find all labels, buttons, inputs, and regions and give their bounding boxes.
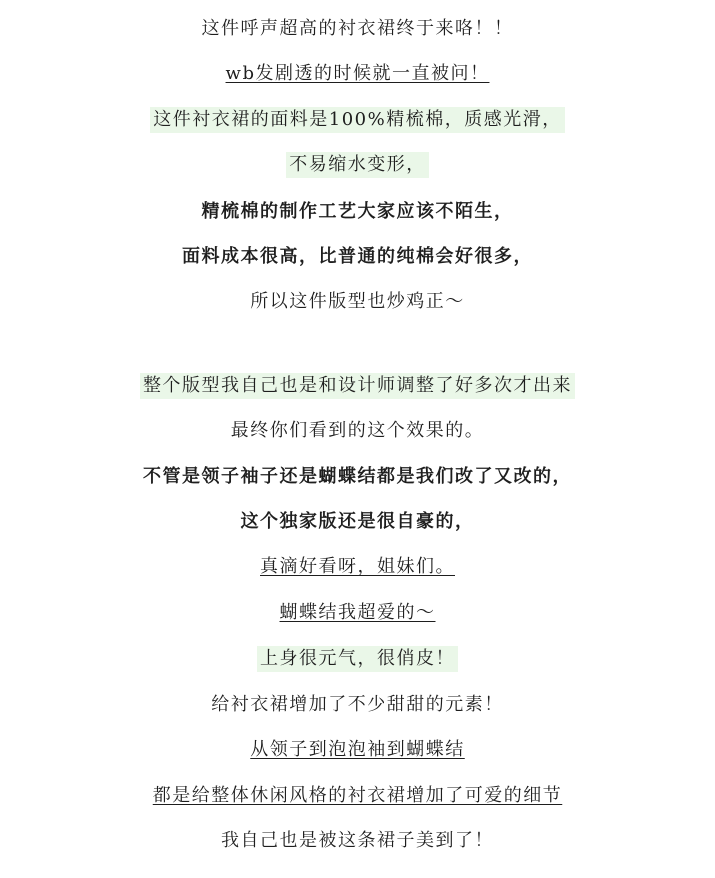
- line-text-highlighted: 上身很元气，很俏皮！: [257, 646, 458, 672]
- text-line: [0, 683, 715, 727]
- line-text: 我自己也是被这条裙子美到了！: [221, 830, 494, 851]
- text-line: [0, 545, 715, 589]
- text-line: [0, 190, 715, 234]
- line-text-underlined: 从领子到泡泡袖到蝴蝶结: [250, 739, 465, 760]
- text-line: [0, 500, 715, 544]
- line-text: 所以这件版型也炒鸡正～: [250, 291, 465, 312]
- text-line: [0, 143, 715, 187]
- text-line: [0, 280, 715, 324]
- line-text-bold: 不管是领子袖子还是蝴蝶结都是我们改了又改的，: [143, 466, 572, 487]
- text-line: [0, 235, 715, 279]
- text-line: [0, 7, 715, 51]
- text-line: [0, 52, 715, 96]
- text-line: [0, 455, 715, 499]
- line-text-highlighted: 整个版型我自己也是和设计师调整了好多次才出来: [140, 373, 575, 399]
- text-line: [0, 409, 715, 453]
- line-text-underlined: 真滴好看呀，姐妹们。: [260, 556, 455, 577]
- line-text-bold: 面料成本很高，比普通的纯棉会好很多，: [182, 246, 533, 267]
- line-text-bold: 精梳棉的制作工艺大家应该不陌生，: [201, 201, 514, 222]
- line-text-underlined: wb发剧透的时候就一直被问！: [225, 63, 490, 84]
- line-text-underlined: 都是给整体休闲风格的衬衣裙增加了可爱的细节: [152, 785, 563, 806]
- line-text: 最终你们看到的这个效果的。: [230, 420, 485, 441]
- text-line: [0, 819, 715, 863]
- line-text-highlighted: 这件衬衣裙的面料是100%精梳棉，质感光滑，: [150, 107, 564, 133]
- text-line: [0, 774, 715, 818]
- text-line: [0, 591, 715, 635]
- line-text: 给衬衣裙增加了不少甜甜的元素！: [211, 694, 504, 715]
- line-text: 这件呼声超高的衬衣裙终于来咯！！: [201, 18, 514, 39]
- line-text-bold: 这个独家版还是很自豪的，: [240, 511, 475, 532]
- line-text-underlined: 蝴蝶结我超爱的～: [279, 602, 436, 623]
- text-line: [0, 98, 715, 142]
- text-line: [0, 728, 715, 772]
- line-text-highlighted: 不易缩水变形，: [286, 152, 429, 178]
- text-line: [0, 364, 715, 408]
- text-line: [0, 637, 715, 681]
